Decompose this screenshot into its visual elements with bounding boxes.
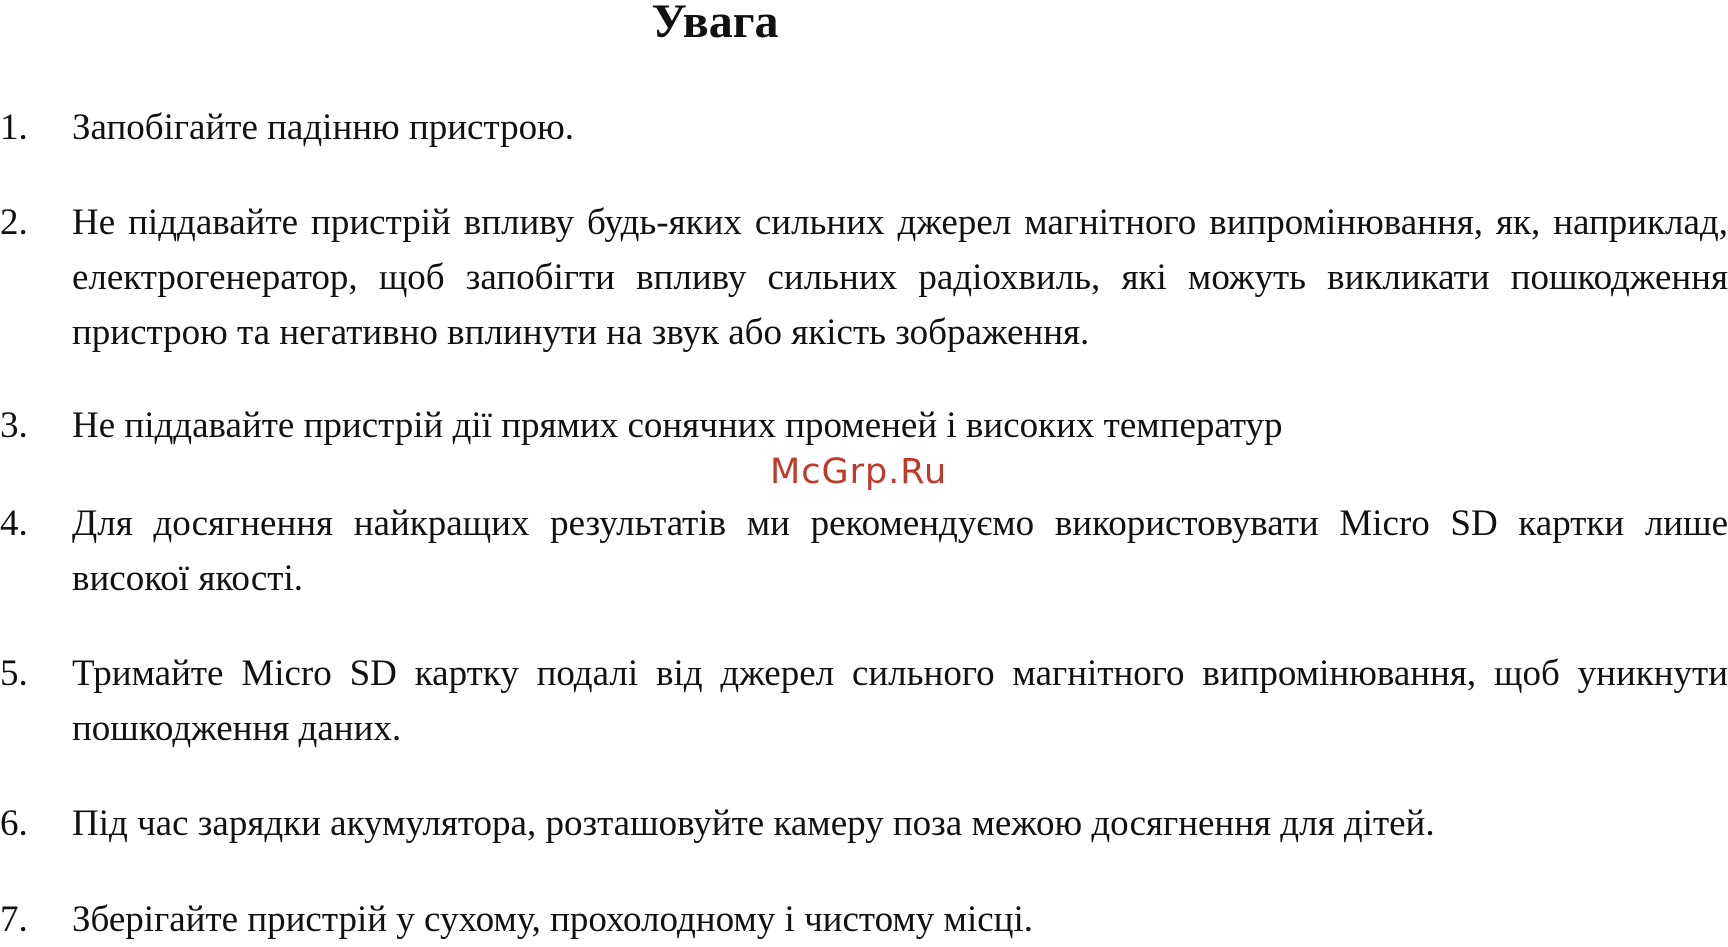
page-title: Увага bbox=[651, 0, 779, 48]
list-item-number: 6. bbox=[0, 803, 28, 844]
list-item-number: 2. bbox=[0, 202, 28, 243]
list-item-text: Зберігайте пристрій у сухому, прохолодному і чистому місці. bbox=[72, 899, 1033, 940]
list-item-text: Запобігайте падінню пристрою. bbox=[72, 107, 574, 148]
list-item-number: 7. bbox=[0, 899, 28, 940]
watermark: McGrp.Ru bbox=[770, 452, 948, 492]
list-item-number: 3. bbox=[0, 405, 28, 446]
list-item-text: Тримайте Micro SD картку подалі від джерел сильного магнітного випромінювання, щоб уникнути пошкодження даних. bbox=[72, 653, 1728, 749]
list-item-text: Не піддавайте пристрій дії прямих сонячних променей і високих температур bbox=[72, 405, 1283, 446]
list-item-text: Для досягнення найкращих результатів ми рекомендуємо використовувати Micro SD картки лише високої якості. bbox=[72, 503, 1728, 599]
list-item-number: 5. bbox=[0, 653, 28, 694]
list-item-text: Під час зарядки акумулятора, розташовуйте камеру поза межою досягнення для дітей. bbox=[72, 803, 1435, 844]
list-item-number: 1. bbox=[0, 107, 28, 148]
list-item-number: 4. bbox=[0, 503, 28, 544]
list-item-text: Не піддавайте пристрій впливу будь-яких сильних джерел магнітного випромінювання, як, наприклад, електрогенератор, щоб запобігти впливу сильних радіохвиль, які можуть викликати пошкодження пристрою та негативно вплинути на звук або якість зображення. bbox=[72, 202, 1728, 353]
